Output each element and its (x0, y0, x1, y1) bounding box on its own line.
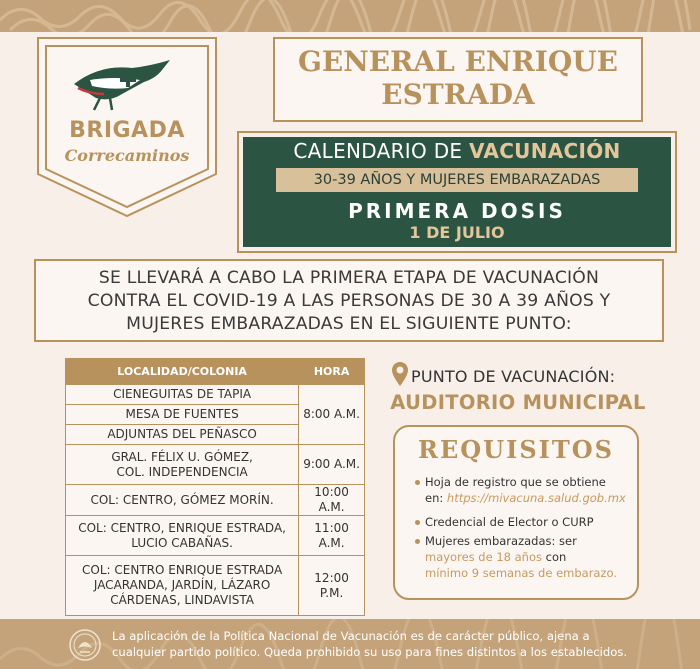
table-header-row (66, 359, 365, 385)
top-decorative-band (0, 0, 700, 32)
badge-subtitle: Correcaminos (64, 146, 190, 165)
requirement-highlight: mayores de 18 años (425, 550, 542, 564)
location-label: PUNTO DE VACUNACIÓN: (411, 367, 616, 386)
requirement-item (415, 474, 630, 506)
location-pin-icon (391, 361, 409, 387)
footer-disclaimer (112, 628, 672, 660)
table-cell-time: 10:00 A.M. (299, 485, 365, 516)
table-cell-place: ADJUNTAS DEL PEÑASCO (66, 425, 299, 445)
intro-line-1: SE LLEVARÁ A CABO LA PRIMERA ETAPA DE VACUNACIÓN (98, 268, 600, 288)
table-cell-time: 11:00 A.M. (299, 516, 365, 556)
requirement-prefix: en: (425, 491, 447, 505)
age-group-strip: 30-39 AÑOS Y MUJERES EMBARAZADAS (276, 168, 638, 192)
intro-text (36, 267, 662, 336)
table-row (66, 445, 365, 485)
intro-line-3: MUJERES EMBARAZADAS EN EL SIGUIENTE PUNTO: (126, 314, 572, 334)
bullet-icon (415, 539, 420, 544)
dose-label: PRIMERA DOSIS (348, 199, 566, 223)
place-line: GRAL. FÉLIX U. GÓMEZ, (111, 449, 253, 464)
table-cell-place: COL: CENTRO, GÓMEZ MORÍN. (66, 485, 299, 516)
table-row (66, 516, 365, 556)
roadrunner-logo-icon (70, 54, 180, 114)
intro-box (34, 259, 664, 342)
municipality-title (275, 45, 641, 111)
table-cell-place (66, 556, 299, 616)
badge-title: BRIGADA (69, 118, 185, 143)
column-header-time: HORA (299, 359, 365, 385)
title-line-2: ESTRADA (381, 78, 535, 111)
table-cell-place (66, 516, 299, 556)
requirement-highlight: mínimo 9 semanas de embarazo. (425, 566, 618, 580)
requirement-line: Mujeres embarazadas: ser (425, 534, 577, 548)
place-line: CÁRDENAS, LINDAVISTA (110, 593, 255, 607)
table-row (66, 485, 365, 516)
table-cell-place: CIENEGUITAS DE TAPIA (66, 385, 299, 405)
title-line-1: GENERAL ENRIQUE (297, 45, 619, 78)
table-row (66, 385, 365, 405)
schedule-table (65, 358, 365, 616)
footer-line-1: La aplicación de la Política Nacional de Vacunación es de carácter público, ajena a (112, 629, 590, 643)
registration-link[interactable]: https://mivacuna.salud.gob.mx (446, 491, 626, 505)
location-name: AUDITORIO MUNICIPAL (390, 391, 646, 414)
calendar-title (243, 139, 671, 163)
requirement-line: Hoja de registro que se obtiene (425, 475, 606, 489)
requirement-connector: con (541, 550, 567, 564)
national-seal-icon (68, 628, 102, 662)
vaccination-date: 1 DE JULIO (409, 223, 505, 242)
place-line: JACARANDA, JARDÍN, LÁZARO (93, 578, 271, 592)
intro-line-2: CONTRA EL COVID-19 A LAS PERSONAS DE 30 A 39 AÑOS Y (87, 291, 611, 311)
requirements-title: REQUISITOS (418, 435, 614, 464)
table-cell-place: MESA DE FUENTES (66, 405, 299, 425)
table-cell-time: 9:00 A.M. (299, 445, 365, 485)
brigada-badge (34, 34, 220, 220)
place-line: LUCIO CABAÑAS. (131, 535, 233, 550)
place-line: COL. INDEPENDENCIA (116, 464, 248, 479)
table-row (66, 556, 365, 616)
calendar-title-prefix: CALENDARIO DE (293, 139, 469, 163)
requirement-item (415, 533, 630, 581)
table-cell-place (66, 445, 299, 485)
place-line: COL: CENTRO, ENRIQUE ESTRADA, (78, 520, 286, 535)
table-cell-time: 8:00 A.M. (299, 385, 365, 445)
municipality-title-box (273, 37, 643, 122)
requirement-item (415, 514, 630, 530)
bullet-icon (415, 520, 420, 525)
requirement-text (425, 474, 630, 506)
place-line: COL: CENTRO ENRIQUE ESTRADA (82, 563, 283, 577)
requirement-text (425, 533, 630, 581)
requirement-text: Credencial de Elector o CURP (425, 515, 594, 529)
footer-line-2: cualquier partido político. Queda prohibido su uso para fines distintos a los establecidos. (112, 645, 628, 659)
bullet-icon (415, 480, 420, 485)
column-header-place: LOCALIDAD/COLONIA (66, 359, 299, 385)
table-cell-time: 12:00 P.M. (299, 556, 365, 616)
calendar-title-bold: VACUNACIÓN (469, 139, 621, 163)
